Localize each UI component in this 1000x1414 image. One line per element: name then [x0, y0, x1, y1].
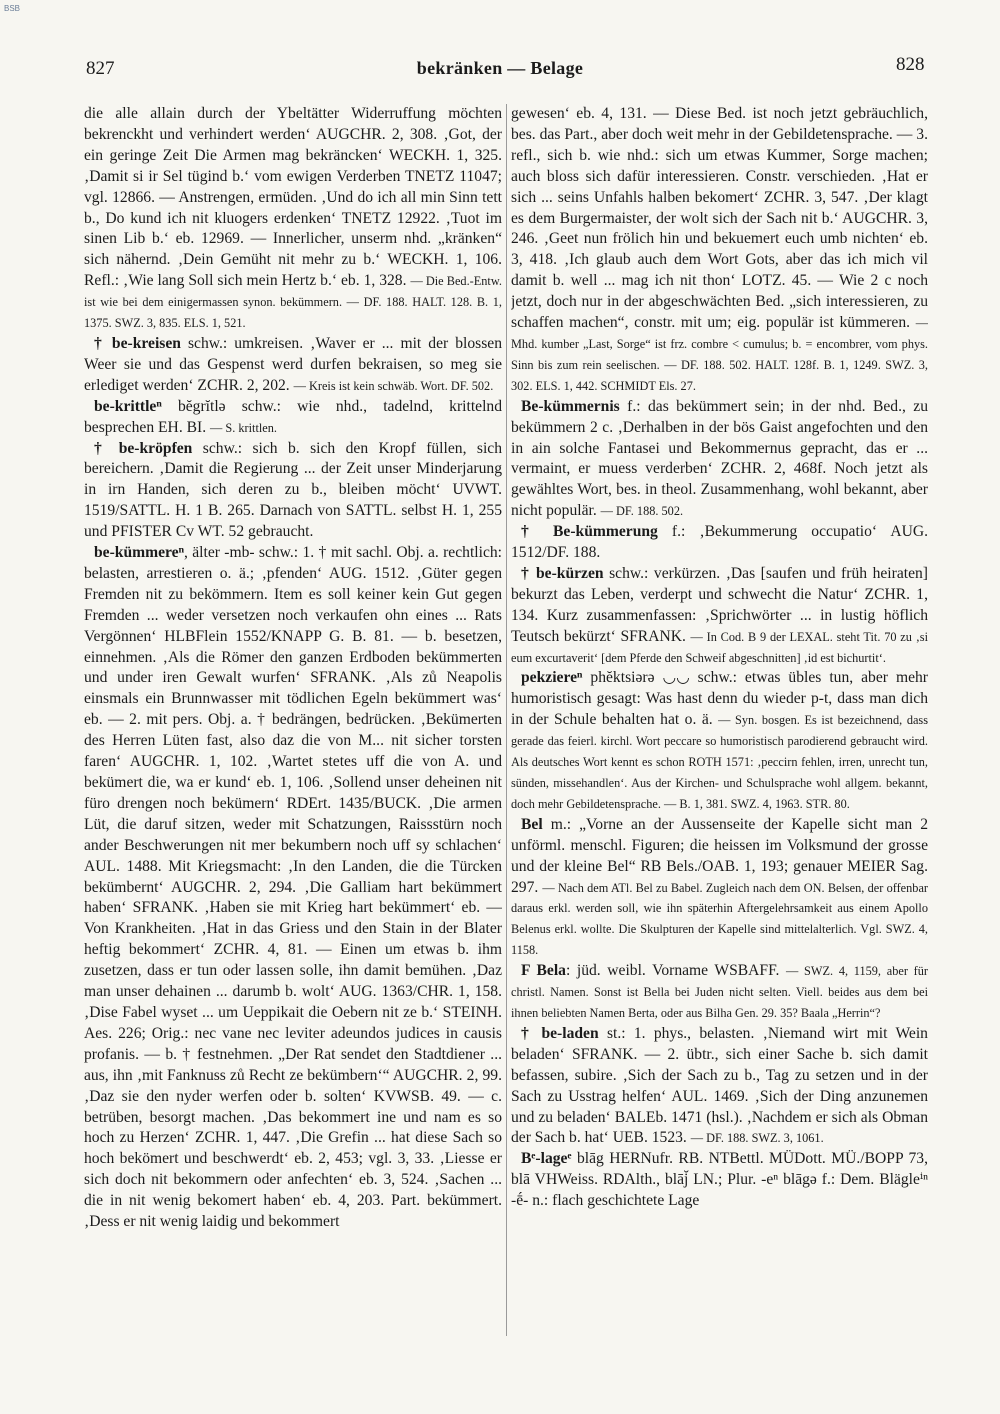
dictionary-entry [511, 1149, 928, 1212]
headword: Bᵉ-lageᵉ [521, 1150, 572, 1168]
entry-text: st.: 1. phys., belasten. ‚Niemand wirt mit Wein beladen‘ SFRANK. — 2. übtr., sich einer Sache b. sich damit befassen, subire. ‚Sich der Sach zu b., Tag zu setzen und in der Sach zu Usstrag helfen‘ AUL. 1469. ‚Sich der Ding anzunemen und zu beladen‘ BALEb. 1471 (hsl.). ‚Nachdem er sich als Obman der Sach b. hat‘ UEB. 1523. [511, 1024, 928, 1147]
entry-note: — Kreis ist kein schwäb. Wort. DF. 502. [293, 378, 494, 393]
dictionary-entry [84, 334, 502, 397]
running-title: bekränken — Belage [416, 58, 584, 78]
headword: be-kümmereⁿ [94, 544, 185, 562]
entry-note: — Nach dem ATl. Bel zu Babel. Zugleich nach dem ON. Belsen, der offenbar daraus erkl. werden soll, wie ihn späterhin Aftergelehrsamkeit aus einem Apollo Belenus erkl. wollte. Die Skulpturen der Kapelle sind mittelalterlich. Vgl. SWZ. 4, 1158. [511, 880, 928, 958]
entry-text: f.: das bekümmert sein; in der nhd. Bed., zu bekümmern 2 c. ‚Derhalben in der bös Gaist angefochten und den in ain solche Fantasei und Bekommernus gepracht, das er ... vermaint, er muess verderben‘ ZCHR. 2, 468f. Noch jetzt als gewähltes Wort, bes. in theol. Zusammenhang, wohl bekannt, aber nicht populär. [511, 397, 928, 520]
headword: pekziereⁿ [521, 669, 583, 687]
dictionary-entry [511, 104, 928, 397]
dictionary-entry [84, 439, 502, 544]
entry-text: schw.: umkreisen. ‚Waver er ... mit der blossen Weer sie und das Gespenst werd durfen bekraisen, so meg sie erlediget werden‘ ZCHR. 2, 202. [84, 334, 502, 394]
entry-text: f.: ‚Bekummerung occupatio‘ AUG. 1512/DF. 188. [511, 523, 928, 562]
headword: be-krittleⁿ [94, 397, 162, 415]
headword: † Be-kümmerung [521, 523, 658, 541]
dictionary-entry [84, 543, 502, 1233]
dictionary-entry [84, 397, 502, 439]
dictionary-entry [511, 668, 928, 814]
entry-text: : jüd. weibl. Vorname WSBAFF. [565, 962, 780, 980]
entry-note: — In Cod. B 9 der LEXAL. steht Tit. 70 zu ‚si eum excurtaverit‘ [dem Pferde den Schweif abgeschnitten] ‚id est bichurtit‘. [511, 629, 928, 665]
headword: Be-kümmernis [521, 397, 620, 415]
entry-note: — SWZ. 4, 1159, aber für christl. Namen. Sonst ist Bella bei Juden nicht selten. Viell. beides aus dem bei ihnen beliebten Namen Berta, oder aus Bilha Gen. 29. 35? Baala „Herrin“? [511, 964, 928, 1020]
dictionary-entry [511, 397, 928, 522]
page-number-left: 827 [86, 58, 115, 79]
headword: F Bela [521, 962, 566, 980]
entry-text: blāg HERNufr. RB. NTBettl. MÜDott. MÜ./BOPP 73, blā VHWeiss. RDAlth., blāj̆ LN.; Plur. -eⁿ blāgə f.: Dem. Blägleⁱⁿ -ḗ- n.: flach geschichtete Lage [511, 1150, 928, 1210]
column-divider [506, 104, 507, 1336]
entry-text: , älter -mb- schw.: 1. † mit sachl. Obj. a. rechtlich: belasten, arrestieren o. ä.; ‚pfenden‘ AUG. 1512. ‚Güter gegen Fremden nit zu bekömmern. Item es soll keiner kein Gut gegen Fremden ... weder versetzen noch verkaufen ohn eines ... Rats Vergönnen‘ HLBFlein 1552/KNAPP G. B. 81. — b. besetzen, einnehmen. ‚Als die Römer den ganzen Erdboden bekümmerten und under iren Gewalt wurfen‘ SFRANK. ‚Als zů Neapolis einsmals ein Brunnwasser mit tödlichen Egeln bekümmert was‘ eb. — 2. mit pers. Obj. a. † bedrängen, bedrücken. ‚Bekümerten des Herren Lüten fast, also daz die von M... nit sicher torsten faren‘ AUGCHR. 1, 102. ‚Wartet stetes uff die von A. und bekümert die, wa er kund‘ eb. 1, 106. ‚Sollend unser deheinen nit füro drengen noch bekümern‘ RDErt. 1435/BUCK. ‚Die armen Lüt, die daruf sitzen, weder mit Schatzungen, Raissstürn noch ander Beschwerungen nit mer bekumbern noch uff sy schlachen‘ AUL. 1488. Mit Kriegsmacht: ‚In den Landen, die die Türcken bekümbernt‘ AUGCHR. 2, 294. ‚Die Galliam hart bekümmert haben‘ SFRANK. ‚Haben sie mit Krieg hart bekümmert‘ eb. — Von Krankheiten. ‚Hat in das Griess und den Stain in der Blater heftig bekommert‘ ZCHR. 4, 81. — Einen um etwas b. ihm zusetzen, dass er tun oder lassen solle, ihn damit bemühen. ‚Daz man unser dehainen ... darumb b. wolt‘ AUG. 1363/CHR. 1, 158. ‚Dise Fabel wyset ... um Ueppikait die Oebern nit ze b.‘ STEINH. Aes. 226; Orig.: nec vane nec leviter adeundos judices in causis profanis. — b. † festnehmen. „Der Rat sendet den Stadtdiener ... aus, ihn ‚mit Fanknuss zů Recht ze bekümbern‘“ AUGCHR. 2, 99. ‚Daz sie den nyder werfen oder b. solten‘ KVWSB. 49. — c. betrüben, besorgt machen. ‚Das bekommert ine und nam es so hoch zu Herzen‘ ZCHR. 1, 447. ‚Die Grefin ... hat diese Sach so hoch bekömert und beschwerdt‘ eb. 2, 453; vgl. 3, 33. ‚Liesse er sich doch nit bekommern oder anfechten‘ eb. 3, 524. ‚Sachen ... die in nit wenig bekomert haben‘ eb. 4, 203. Part. bekümmert. ‚Dess er nit wenig laidig und bekommert [84, 544, 502, 1231]
dictionary-entry [511, 961, 928, 1024]
headword: Bel [521, 815, 543, 833]
headword: † be-kröpfen [94, 439, 193, 457]
entry-note: — Mhd. kumber „Last, Sorge“ ist frz. combre < cumulus; b. = encombrer, vom phys. Sinn bis zum rein seelischen. — DF. 188. 502. HALT. 128f. B. 1, 1249. SWZ. 3, 302. ELS. 1, 442. SCHMIDT Els. 27. [511, 316, 928, 393]
dictionary-entry [511, 522, 928, 564]
entry-note: — DF. 188. SWZ. 3, 1061. [690, 1131, 824, 1146]
headword: † be-laden [521, 1024, 599, 1042]
right-column [511, 104, 928, 1336]
dictionary-entry [511, 815, 928, 961]
dictionary-entry [84, 104, 502, 334]
entry-text: phĕktsiərə ◡◡ schw.: etwas übles tun, aber mehr humoristisch gesagt: Was hast denn du wieder p-t, dass man dich in der Schule behalten hat o. ä. [511, 669, 928, 729]
entry-text: bĕgrĭtlə schw.: wie nhd., tadelnd, krittelnd besprechen EH. BI. [84, 397, 502, 436]
left-column [84, 104, 502, 1336]
entry-note: — Die Bed.-Entw. ist wie bei dem einigermassen synon. bekümmern. — DF. 188. HALT. 128. B. 1, 1375. SWZ. 3, 835. ELS. 1, 521. [84, 274, 502, 331]
headword: † be-kreisen [94, 334, 181, 352]
entry-text: m.: „Vorne an der Aussenseite der Kapelle sicht man 2 unförml. menschl. Figuren; die heissen im Volksmund der grosse und der kleine Bel“ RB Bels./OAB. 1, 193; genauer MEIER Sag. 297. [511, 815, 928, 896]
entry-note: — Syn. bosgen. Es ist bezeichnend, dass gerade das feierl. kirchl. Wort peccare so humoristisch parodierend gebraucht wird. Als deutsches Wort kennt es schon ROTH 1571: ‚peccirn fehlen, irren, unrecht tun, sünden, missehandlen‘. Aus der Kirchen- und Schulsprache wohl allgem. bekannt, doch mehr Gebildetensprache. — B. 1, 381. SWZ. 4, 1963. STR. 80. [511, 713, 928, 811]
dictionary-entry [511, 1024, 928, 1149]
entry-text: schw.: verkürzen. ‚Das [saufen und früh heiraten] bekurzt das Leben, verderpt und schwecht die Natur‘ ZCHR. 1, 134. Kurz zusammenfassen: ‚Sprichwörter ... in lustig höflich Teutsch bekürzt‘ SFRANK. [511, 564, 928, 645]
entry-note: — S. krittlen. [210, 420, 277, 435]
entry-note: — DF. 188. 502. [600, 504, 684, 519]
library-mark: BSB [4, 4, 21, 13]
headword: † be-kürzen [521, 564, 604, 582]
entry-text: die alle allain durch der Ybeltätter Widerruffung möchten bekrenckht und verhindert werden‘ AUGCHR. 2, 308. ‚Got, der ein geringe Zeit Die Armen mag bekräncken‘ WECKH. 1, 325. ‚Damit si ir Sel tügind b.‘ vom ewigen Verderben TNETZ 11047; vgl. 12866. — Anstrengen, ermüden. ‚Und do ich all min Sinn tett b., Do kund ich nit kluogers erdenken‘ TNETZ 12922. ‚Tuot im sinen Lib b.‘ eb. 12969. — Innerlicher, unserm nhd. „kränken“ sich nähernd. ‚Dein Gemüht nit mehr zu b.‘ WECKH. 1, 106. Refl.: ‚Wie lang Soll sich mein Hertz b.‘ eb. 1, 328. [84, 105, 502, 290]
entry-text: gewesen‘ eb. 4, 131. — Diese Bed. ist noch jetzt gebräuchlich, bes. das Part., aber doch weit mehr in der Gebildetensprache. — 3. refl., sich b. wie nhd.: sich um etwas Kummer, Sorge machen; auch bloss sich dafür interessieren. Constr. verschieden. ‚Hat er sich ... seins Unfahls halben bekomert‘ ZCHR. 3, 547. ‚Der klagt es dem Burgermaister, der wolt sich der Sach nit b.‘ AUGCHR. 3, 246. ‚Geet nun frölich hin und bekuemert euch umb nichten‘ eb. 3, 418. ‚Ich glaub auch dem Wort Gots, aber das ich mich vil damit b. well ... mag ich nit thon‘ LOTZ. 45. — Wie 2 c noch jetzt, doch nur in der abgeschwächten Bed. „sich interessieren, zu schaffen machen“, constr. mit um; eig. populär ist kümmeren. [511, 105, 928, 332]
dictionary-entry [511, 564, 928, 669]
page-header [0, 54, 1000, 88]
page-number-right: 828 [896, 54, 925, 75]
entry-text: schw.: sich b. sich den Kropf füllen, sich bereichern. ‚Damit die Regierung ... der Zeit unser Minderjarung in irn Handen, sich deren zu b., bleiben möcht‘ UVWT. 1519/SATTL. H. 1 B. 265. Darnach von SATTL. selbst H. 1, 255 und PFISTER Cv WT. 52 gebraucht. [84, 439, 502, 541]
